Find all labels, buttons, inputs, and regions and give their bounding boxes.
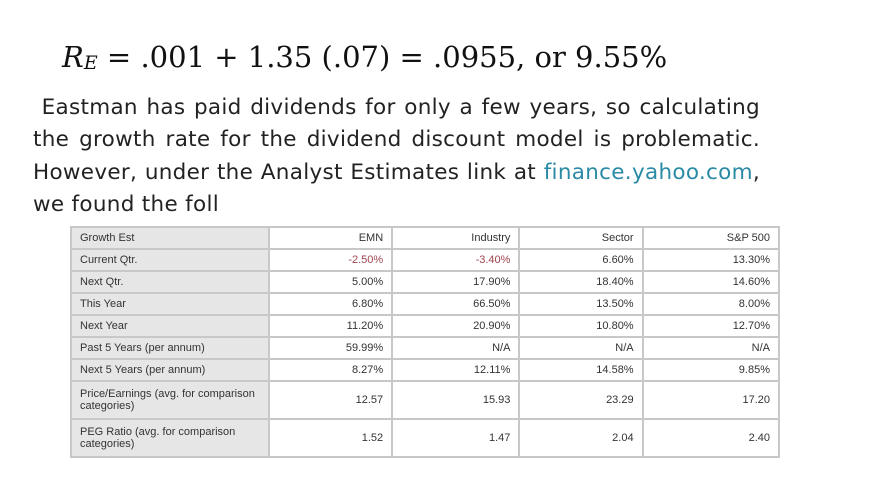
equation-expression: = .001 + 1.35 (.07) = .0955, or 9.55%	[97, 40, 668, 74]
table-cell: 2.04	[519, 419, 642, 457]
equation	[62, 40, 667, 74]
table-cell: 13.50%	[519, 293, 642, 315]
table-cell: 14.58%	[519, 359, 642, 381]
row-label: Past 5 Years (per annum)	[71, 337, 269, 359]
table-cell: 12.11%	[392, 359, 519, 381]
table-cell: 12.57	[269, 381, 392, 419]
table-cell: 59.99%	[269, 337, 392, 359]
row-label: This Year	[71, 293, 269, 315]
table-row	[71, 337, 779, 359]
table-cell: 66.50%	[392, 293, 519, 315]
table-cell: 23.29	[519, 381, 642, 419]
table-cell: 8.00%	[643, 293, 779, 315]
table-cell: 1.52	[269, 419, 392, 457]
paragraph-text-end: , we found the foll	[33, 159, 760, 217]
table-cell: 1.47	[392, 419, 519, 457]
table-row	[71, 419, 779, 457]
table-cell: 18.40%	[519, 271, 642, 293]
equation-subscript: E	[83, 52, 98, 74]
table-cell: -3.40%	[392, 249, 519, 271]
table-cell: -2.50%	[269, 249, 392, 271]
table-row	[71, 271, 779, 293]
table-cell: 13.30%	[643, 249, 779, 271]
table-cell: 14.60%	[643, 271, 779, 293]
column-header: S&P 500	[643, 227, 779, 249]
table-cell: 5.00%	[269, 271, 392, 293]
table-row	[71, 315, 779, 337]
row-label: PEG Ratio (avg. for comparison categories)	[71, 419, 269, 457]
yahoo-finance-link[interactable]: finance.yahoo.com	[543, 159, 753, 185]
growth-estimates-table	[70, 226, 780, 458]
column-header: Industry	[392, 227, 519, 249]
table-cell: 9.85%	[643, 359, 779, 381]
row-label: Next Year	[71, 315, 269, 337]
column-header: Sector	[519, 227, 642, 249]
table-cell: 10.80%	[519, 315, 642, 337]
table-cell: 17.20	[643, 381, 779, 419]
table-cell: 11.20%	[269, 315, 392, 337]
table-row	[71, 381, 779, 419]
table-header-row	[71, 227, 779, 249]
table-cell: N/A	[392, 337, 519, 359]
table-cell: N/A	[643, 337, 779, 359]
row-label: Next Qtr.	[71, 271, 269, 293]
paragraph-text: Eastman has paid dividends for only a few years, so calculating the growth rate for the dividend discount model is problematic. However, under the Analyst Estimates link at	[33, 95, 760, 185]
table-row	[71, 293, 779, 315]
row-label: Current Qtr.	[71, 249, 269, 271]
table-cell: N/A	[519, 337, 642, 359]
table-cell: 8.27%	[269, 359, 392, 381]
table-row	[71, 249, 779, 271]
table-cell: 12.70%	[643, 315, 779, 337]
equation-symbol: R	[62, 40, 84, 74]
column-header: EMN	[269, 227, 392, 249]
table-cell: 2.40	[643, 419, 779, 457]
row-label: Next 5 Years (per annum)	[71, 359, 269, 381]
table-cell: 6.80%	[269, 293, 392, 315]
body-paragraph	[33, 92, 760, 221]
table-cell: 17.90%	[392, 271, 519, 293]
column-header: Growth Est	[71, 227, 269, 249]
table-cell: 15.93	[392, 381, 519, 419]
table-row	[71, 359, 779, 381]
row-label: Price/Earnings (avg. for comparison categories)	[71, 381, 269, 419]
table-cell: 20.90%	[392, 315, 519, 337]
table-cell: 6.60%	[519, 249, 642, 271]
